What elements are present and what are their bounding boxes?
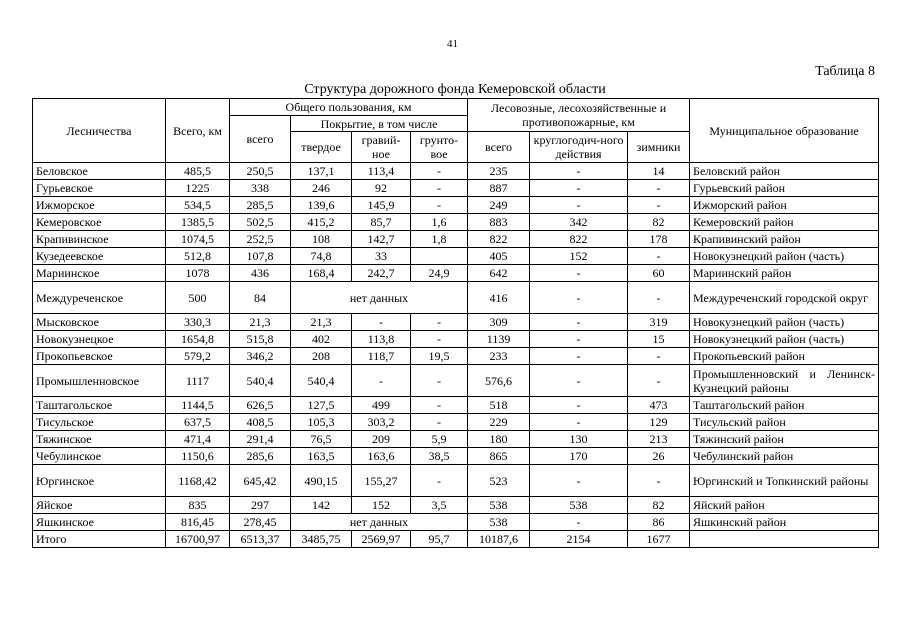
table-row	[33, 414, 879, 431]
cell-forestry: Чебулинское	[33, 448, 166, 465]
cell-winter: 15	[628, 331, 690, 348]
cell-hard: 137,1	[291, 163, 352, 180]
cell-forestry: Итого	[33, 531, 166, 548]
table-label: Таблица 8	[815, 64, 875, 79]
header-total: Всего, км	[166, 99, 230, 163]
cell-public-total: 502,5	[230, 214, 291, 231]
cell-public-total: 540,4	[230, 365, 291, 397]
cell-forest-total: 576,6	[468, 365, 530, 397]
table-row	[33, 348, 879, 365]
cell-winter: 14	[628, 163, 690, 180]
cell-gravel: 118,7	[352, 348, 411, 365]
cell-municipality: Промышленновский и Ленинск-Кузнецкий районы	[690, 365, 879, 397]
cell-municipality: Мариинский район	[690, 265, 879, 282]
header-public-total: всего	[230, 116, 291, 163]
cell-total: 1078	[166, 265, 230, 282]
cell-forest-total: 523	[468, 465, 530, 497]
cell-hard: 415,2	[291, 214, 352, 231]
table-title: Структура дорожного фонда Кемеровской области	[304, 82, 606, 97]
cell-gravel: 113,8	[352, 331, 411, 348]
cell-winter: -	[628, 465, 690, 497]
cell-forest-total: 518	[468, 397, 530, 414]
cell-forestry: Прокопьевское	[33, 348, 166, 365]
cell-hard: 139,6	[291, 197, 352, 214]
cell-forestry: Ижморское	[33, 197, 166, 214]
cell-year-round: -	[530, 397, 628, 414]
cell-municipality: Прокопьевский район	[690, 348, 879, 365]
cell-forest-total: 180	[468, 431, 530, 448]
cell-municipality: Междуреченский городской округ	[690, 282, 879, 314]
cell-total: 1150,6	[166, 448, 230, 465]
cell-forest-total: 1139	[468, 331, 530, 348]
cell-dirt: 19,5	[411, 348, 468, 365]
cell-gravel: 2569,97	[352, 531, 411, 548]
cell-total: 471,4	[166, 431, 230, 448]
cell-year-round: -	[530, 514, 628, 531]
cell-year-round: 538	[530, 497, 628, 514]
cell-dirt: -	[411, 365, 468, 397]
cell-year-round: -	[530, 163, 628, 180]
cell-gravel: 92	[352, 180, 411, 197]
cell-year-round: -	[530, 282, 628, 314]
cell-gravel: 303,2	[352, 414, 411, 431]
cell-forestry: Яшкинское	[33, 514, 166, 531]
cell-forest-total: 538	[468, 497, 530, 514]
cell-public-total: 626,5	[230, 397, 291, 414]
cell-hard: 105,3	[291, 414, 352, 431]
cell-total: 1168,42	[166, 465, 230, 497]
cell-total: 1144,5	[166, 397, 230, 414]
header-coverage: Покрытие, в том числе	[291, 116, 468, 132]
cell-hard: 76,5	[291, 431, 352, 448]
header-forest-total: всего	[468, 132, 530, 163]
table-body	[33, 163, 879, 548]
cell-year-round: -	[530, 414, 628, 431]
cell-public-total: 6513,37	[230, 531, 291, 548]
cell-public-total: 84	[230, 282, 291, 314]
cell-forestry: Промышленновское	[33, 365, 166, 397]
cell-winter: -	[628, 365, 690, 397]
table-row	[33, 448, 879, 465]
cell-total: 835	[166, 497, 230, 514]
cell-public-total: 645,42	[230, 465, 291, 497]
cell-public-total: 250,5	[230, 163, 291, 180]
cell-dirt: 3,5	[411, 497, 468, 514]
table-row	[33, 163, 879, 180]
cell-hard: 127,5	[291, 397, 352, 414]
cell-municipality: Юргинский и Топкинский районы	[690, 465, 879, 497]
cell-public-total: 346,2	[230, 348, 291, 365]
cell-gravel: -	[352, 365, 411, 397]
cell-winter: -	[628, 348, 690, 365]
cell-winter: 82	[628, 214, 690, 231]
cell-hard: 490,15	[291, 465, 352, 497]
cell-hard: 540,4	[291, 365, 352, 397]
table-row	[33, 514, 879, 531]
cell-winter: 213	[628, 431, 690, 448]
cell-municipality: Новокузнецкий район (часть)	[690, 314, 879, 331]
cell-hard: 168,4	[291, 265, 352, 282]
cell-total: 330,3	[166, 314, 230, 331]
cell-dirt: -	[411, 331, 468, 348]
cell-municipality: Яшкинский район	[690, 514, 879, 531]
cell-year-round: -	[530, 365, 628, 397]
cell-hard: 208	[291, 348, 352, 365]
cell-winter: -	[628, 248, 690, 265]
cell-no-data: нет данных	[291, 514, 468, 531]
cell-dirt: 1,6	[411, 214, 468, 231]
cell-gravel: -	[352, 314, 411, 331]
cell-dirt: -	[411, 314, 468, 331]
cell-forestry: Мариинское	[33, 265, 166, 282]
cell-no-data: нет данных	[291, 282, 468, 314]
cell-hard: 21,3	[291, 314, 352, 331]
table-row	[33, 497, 879, 514]
cell-forestry: Кузедеевское	[33, 248, 166, 265]
cell-winter: 82	[628, 497, 690, 514]
cell-total: 1074,5	[166, 231, 230, 248]
cell-municipality: Таштагольский район	[690, 397, 879, 414]
cell-forestry: Мысковское	[33, 314, 166, 331]
cell-total: 1225	[166, 180, 230, 197]
header-public: Общего пользования, км	[230, 99, 468, 116]
cell-forest-total: 235	[468, 163, 530, 180]
cell-public-total: 436	[230, 265, 291, 282]
cell-hard: 163,5	[291, 448, 352, 465]
cell-dirt	[411, 248, 468, 265]
cell-public-total: 515,8	[230, 331, 291, 348]
cell-municipality: Кемеровский район	[690, 214, 879, 231]
cell-dirt: 1,8	[411, 231, 468, 248]
header-municipality: Муниципальное образование	[690, 99, 879, 163]
cell-forest-total: 538	[468, 514, 530, 531]
cell-forestry: Междуреченское	[33, 282, 166, 314]
cell-dirt: -	[411, 163, 468, 180]
cell-gravel: 209	[352, 431, 411, 448]
cell-winter: 319	[628, 314, 690, 331]
cell-public-total: 285,6	[230, 448, 291, 465]
table-row	[33, 231, 879, 248]
cell-forestry: Крапивинское	[33, 231, 166, 248]
table-row	[33, 197, 879, 214]
cell-municipality	[690, 531, 879, 548]
cell-forest-total: 887	[468, 180, 530, 197]
header-dirt: грунто-вое	[411, 132, 468, 163]
cell-forest-total: 233	[468, 348, 530, 365]
table-row	[33, 365, 879, 397]
cell-public-total: 21,3	[230, 314, 291, 331]
cell-dirt: -	[411, 180, 468, 197]
header-forest-roads: Лесовозные, лесохозяйственные и противопожарные, км	[468, 99, 690, 132]
cell-forest-total: 405	[468, 248, 530, 265]
header-gravel: гравий-ное	[352, 132, 411, 163]
cell-municipality: Яйский район	[690, 497, 879, 514]
header-hard: твердое	[291, 132, 352, 163]
cell-hard: 246	[291, 180, 352, 197]
header-year-round: круглогодич-ного действия	[530, 132, 628, 163]
cell-total: 512,8	[166, 248, 230, 265]
cell-winter: 129	[628, 414, 690, 431]
cell-gravel: 33	[352, 248, 411, 265]
cell-gravel: 242,7	[352, 265, 411, 282]
cell-forestry: Новокузнецкое	[33, 331, 166, 348]
cell-year-round: -	[530, 314, 628, 331]
cell-forestry: Гурьевское	[33, 180, 166, 197]
cell-winter: 60	[628, 265, 690, 282]
cell-forest-total: 822	[468, 231, 530, 248]
cell-total: 816,45	[166, 514, 230, 531]
cell-municipality: Новокузнецкий район (часть)	[690, 248, 879, 265]
cell-municipality: Ижморский район	[690, 197, 879, 214]
cell-gravel: 152	[352, 497, 411, 514]
cell-dirt: -	[411, 197, 468, 214]
cell-year-round: -	[530, 197, 628, 214]
cell-hard: 74,8	[291, 248, 352, 265]
cell-forestry: Тяжинское	[33, 431, 166, 448]
table-row	[33, 265, 879, 282]
cell-total: 579,2	[166, 348, 230, 365]
cell-year-round: 822	[530, 231, 628, 248]
cell-winter: 1677	[628, 531, 690, 548]
cell-public-total: 285,5	[230, 197, 291, 214]
header-winter: зимники	[628, 132, 690, 163]
cell-total: 1385,5	[166, 214, 230, 231]
cell-forest-total: 249	[468, 197, 530, 214]
table-row	[33, 180, 879, 197]
cell-year-round: 2154	[530, 531, 628, 548]
cell-hard: 402	[291, 331, 352, 348]
cell-total: 500	[166, 282, 230, 314]
cell-public-total: 338	[230, 180, 291, 197]
cell-year-round: 342	[530, 214, 628, 231]
cell-dirt: 38,5	[411, 448, 468, 465]
cell-year-round: -	[530, 265, 628, 282]
cell-forestry: Тисульское	[33, 414, 166, 431]
header-forestry: Лесничества	[33, 99, 166, 163]
cell-gravel: 142,7	[352, 231, 411, 248]
cell-winter: -	[628, 282, 690, 314]
cell-public-total: 297	[230, 497, 291, 514]
cell-winter: 178	[628, 231, 690, 248]
cell-total: 534,5	[166, 197, 230, 214]
table-row	[33, 397, 879, 414]
road-fund-table	[32, 98, 879, 548]
cell-gravel: 163,6	[352, 448, 411, 465]
cell-municipality: Тяжинский район	[690, 431, 879, 448]
cell-year-round: -	[530, 180, 628, 197]
cell-winter: 86	[628, 514, 690, 531]
cell-year-round: -	[530, 348, 628, 365]
cell-forest-total: 865	[468, 448, 530, 465]
cell-dirt: -	[411, 397, 468, 414]
cell-forestry: Кемеровское	[33, 214, 166, 231]
page-number: 41	[447, 38, 458, 50]
cell-forest-total: 309	[468, 314, 530, 331]
cell-gravel: 499	[352, 397, 411, 414]
table-row	[33, 248, 879, 265]
cell-public-total: 408,5	[230, 414, 291, 431]
cell-winter: 26	[628, 448, 690, 465]
cell-gravel: 113,4	[352, 163, 411, 180]
table-row	[33, 465, 879, 497]
table-row	[33, 431, 879, 448]
cell-total: 637,5	[166, 414, 230, 431]
cell-winter: -	[628, 197, 690, 214]
cell-total: 1654,8	[166, 331, 230, 348]
cell-municipality: Чебулинский район	[690, 448, 879, 465]
cell-public-total: 107,8	[230, 248, 291, 265]
table-row	[33, 331, 879, 348]
cell-forestry: Яйское	[33, 497, 166, 514]
cell-winter: 473	[628, 397, 690, 414]
cell-gravel: 155,27	[352, 465, 411, 497]
cell-total: 1117	[166, 365, 230, 397]
cell-forest-total: 10187,6	[468, 531, 530, 548]
cell-public-total: 291,4	[230, 431, 291, 448]
cell-hard: 3485,75	[291, 531, 352, 548]
cell-hard: 108	[291, 231, 352, 248]
cell-municipality: Тисульский район	[690, 414, 879, 431]
cell-municipality: Беловский район	[690, 163, 879, 180]
cell-dirt: 95,7	[411, 531, 468, 548]
table-row	[33, 314, 879, 331]
table-row	[33, 282, 879, 314]
cell-year-round: 152	[530, 248, 628, 265]
cell-forest-total: 883	[468, 214, 530, 231]
cell-gravel: 145,9	[352, 197, 411, 214]
cell-dirt: -	[411, 414, 468, 431]
cell-forestry: Юргинское	[33, 465, 166, 497]
cell-municipality: Новокузнецкий район (часть)	[690, 331, 879, 348]
cell-municipality: Гурьевский район	[690, 180, 879, 197]
cell-public-total: 278,45	[230, 514, 291, 531]
cell-forest-total: 416	[468, 282, 530, 314]
cell-gravel: 85,7	[352, 214, 411, 231]
cell-total: 485,5	[166, 163, 230, 180]
cell-forestry: Беловское	[33, 163, 166, 180]
cell-winter: -	[628, 180, 690, 197]
table-row	[33, 214, 879, 231]
cell-forest-total: 642	[468, 265, 530, 282]
cell-year-round: -	[530, 331, 628, 348]
table-row	[33, 531, 879, 548]
cell-hard: 142	[291, 497, 352, 514]
cell-forest-total: 229	[468, 414, 530, 431]
cell-public-total: 252,5	[230, 231, 291, 248]
cell-dirt: -	[411, 465, 468, 497]
cell-forestry: Таштагольское	[33, 397, 166, 414]
cell-total: 16700,97	[166, 531, 230, 548]
cell-year-round: -	[530, 465, 628, 497]
cell-year-round: 170	[530, 448, 628, 465]
cell-dirt: 24,9	[411, 265, 468, 282]
cell-municipality: Крапивинский район	[690, 231, 879, 248]
cell-year-round: 130	[530, 431, 628, 448]
cell-dirt: 5,9	[411, 431, 468, 448]
